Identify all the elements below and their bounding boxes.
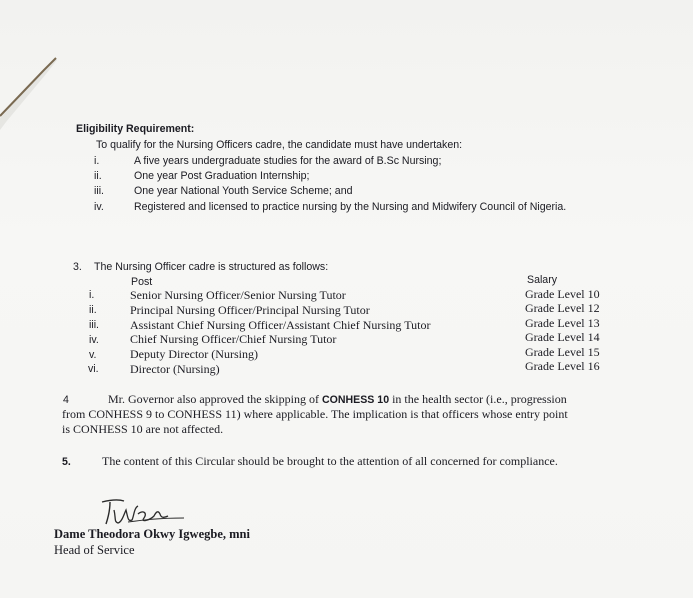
section-4-text: in the health sector (i.e., progression	[389, 392, 567, 406]
eligibility-item-text: One year Post Graduation Internship;	[134, 170, 310, 182]
section-4-line-1	[108, 392, 567, 407]
salary-column-header: Salary	[527, 274, 558, 286]
post-row-grade: Grade Level 13	[525, 316, 600, 330]
post-row-title: Director (Nursing)	[130, 362, 220, 376]
eligibility-item-text: Registered and licensed to practice nursing by the Nursing and Midwifery Council of Nigeria.	[134, 201, 567, 213]
post-row-grade: Grade Level 16	[525, 359, 600, 373]
post-row-title: Senior Nursing Officer/Senior Nursing Tutor	[130, 288, 346, 302]
post-row-grade: Grade Level 10	[525, 287, 600, 301]
eligibility-item-number: i.	[94, 155, 100, 167]
post-column-header: Post	[131, 276, 153, 288]
post-row-number: iv.	[89, 334, 99, 346]
post-row-grade: Grade Level 14	[525, 330, 600, 344]
post-row-title: Principal Nursing Officer/Principal Nursing Tutor	[130, 303, 370, 317]
section-4-number: 4	[63, 394, 69, 406]
section-3-number: 3.	[73, 261, 82, 273]
post-row-title: Deputy Director (Nursing)	[130, 347, 258, 361]
eligibility-item-text: One year National Youth Service Scheme; and	[134, 185, 353, 197]
post-row-number: ii.	[89, 304, 97, 316]
section-4-emphasis: CONHESS 10	[321, 394, 390, 406]
post-row-grade: Grade Level 12	[525, 301, 600, 315]
eligibility-item-number: ii.	[94, 170, 102, 182]
post-row-number: i.	[89, 289, 95, 301]
post-row-title: Assistant Chief Nursing Officer/Assistant Chief Nursing Tutor	[130, 318, 431, 332]
section-5-number: 5.	[62, 456, 71, 468]
eligibility-heading: Eligibility Requirement:	[76, 123, 195, 135]
signatory-name: Dame Theodora Okwy Igwegbe, mni	[54, 527, 250, 541]
section-4-text: Mr. Governor also approved the skipping of	[108, 392, 322, 406]
post-row-number: v.	[89, 349, 97, 361]
signatory-title: Head of Service	[54, 543, 135, 557]
eligibility-intro: To qualify for the Nursing Officers cadre, the candidate must have undertaken:	[96, 139, 463, 151]
section-3-intro: The Nursing Officer cadre is structured as follows:	[94, 261, 329, 273]
post-row-grade: Grade Level 15	[525, 345, 600, 359]
post-row-title: Chief Nursing Officer/Chief Nursing Tutor	[130, 332, 337, 346]
section-4-line-2: from CONHESS 9 to CONHESS 11) where applicable. The implication is that officers whose entry point	[62, 407, 568, 421]
page-fold-edge	[0, 0, 80, 130]
post-row-number: vi.	[88, 363, 99, 375]
section-5-text: The content of this Circular should be brought to the attention of all concerned for compliance.	[102, 454, 558, 468]
eligibility-item-number: iii.	[94, 185, 105, 197]
eligibility-item-number: iv.	[94, 201, 104, 213]
section-4-line-3: is CONHESS 10 are not affected.	[62, 422, 224, 436]
post-row-number: iii.	[89, 319, 100, 331]
eligibility-item-text: A five years undergraduate studies for the award of B.Sc Nursing;	[134, 155, 442, 167]
